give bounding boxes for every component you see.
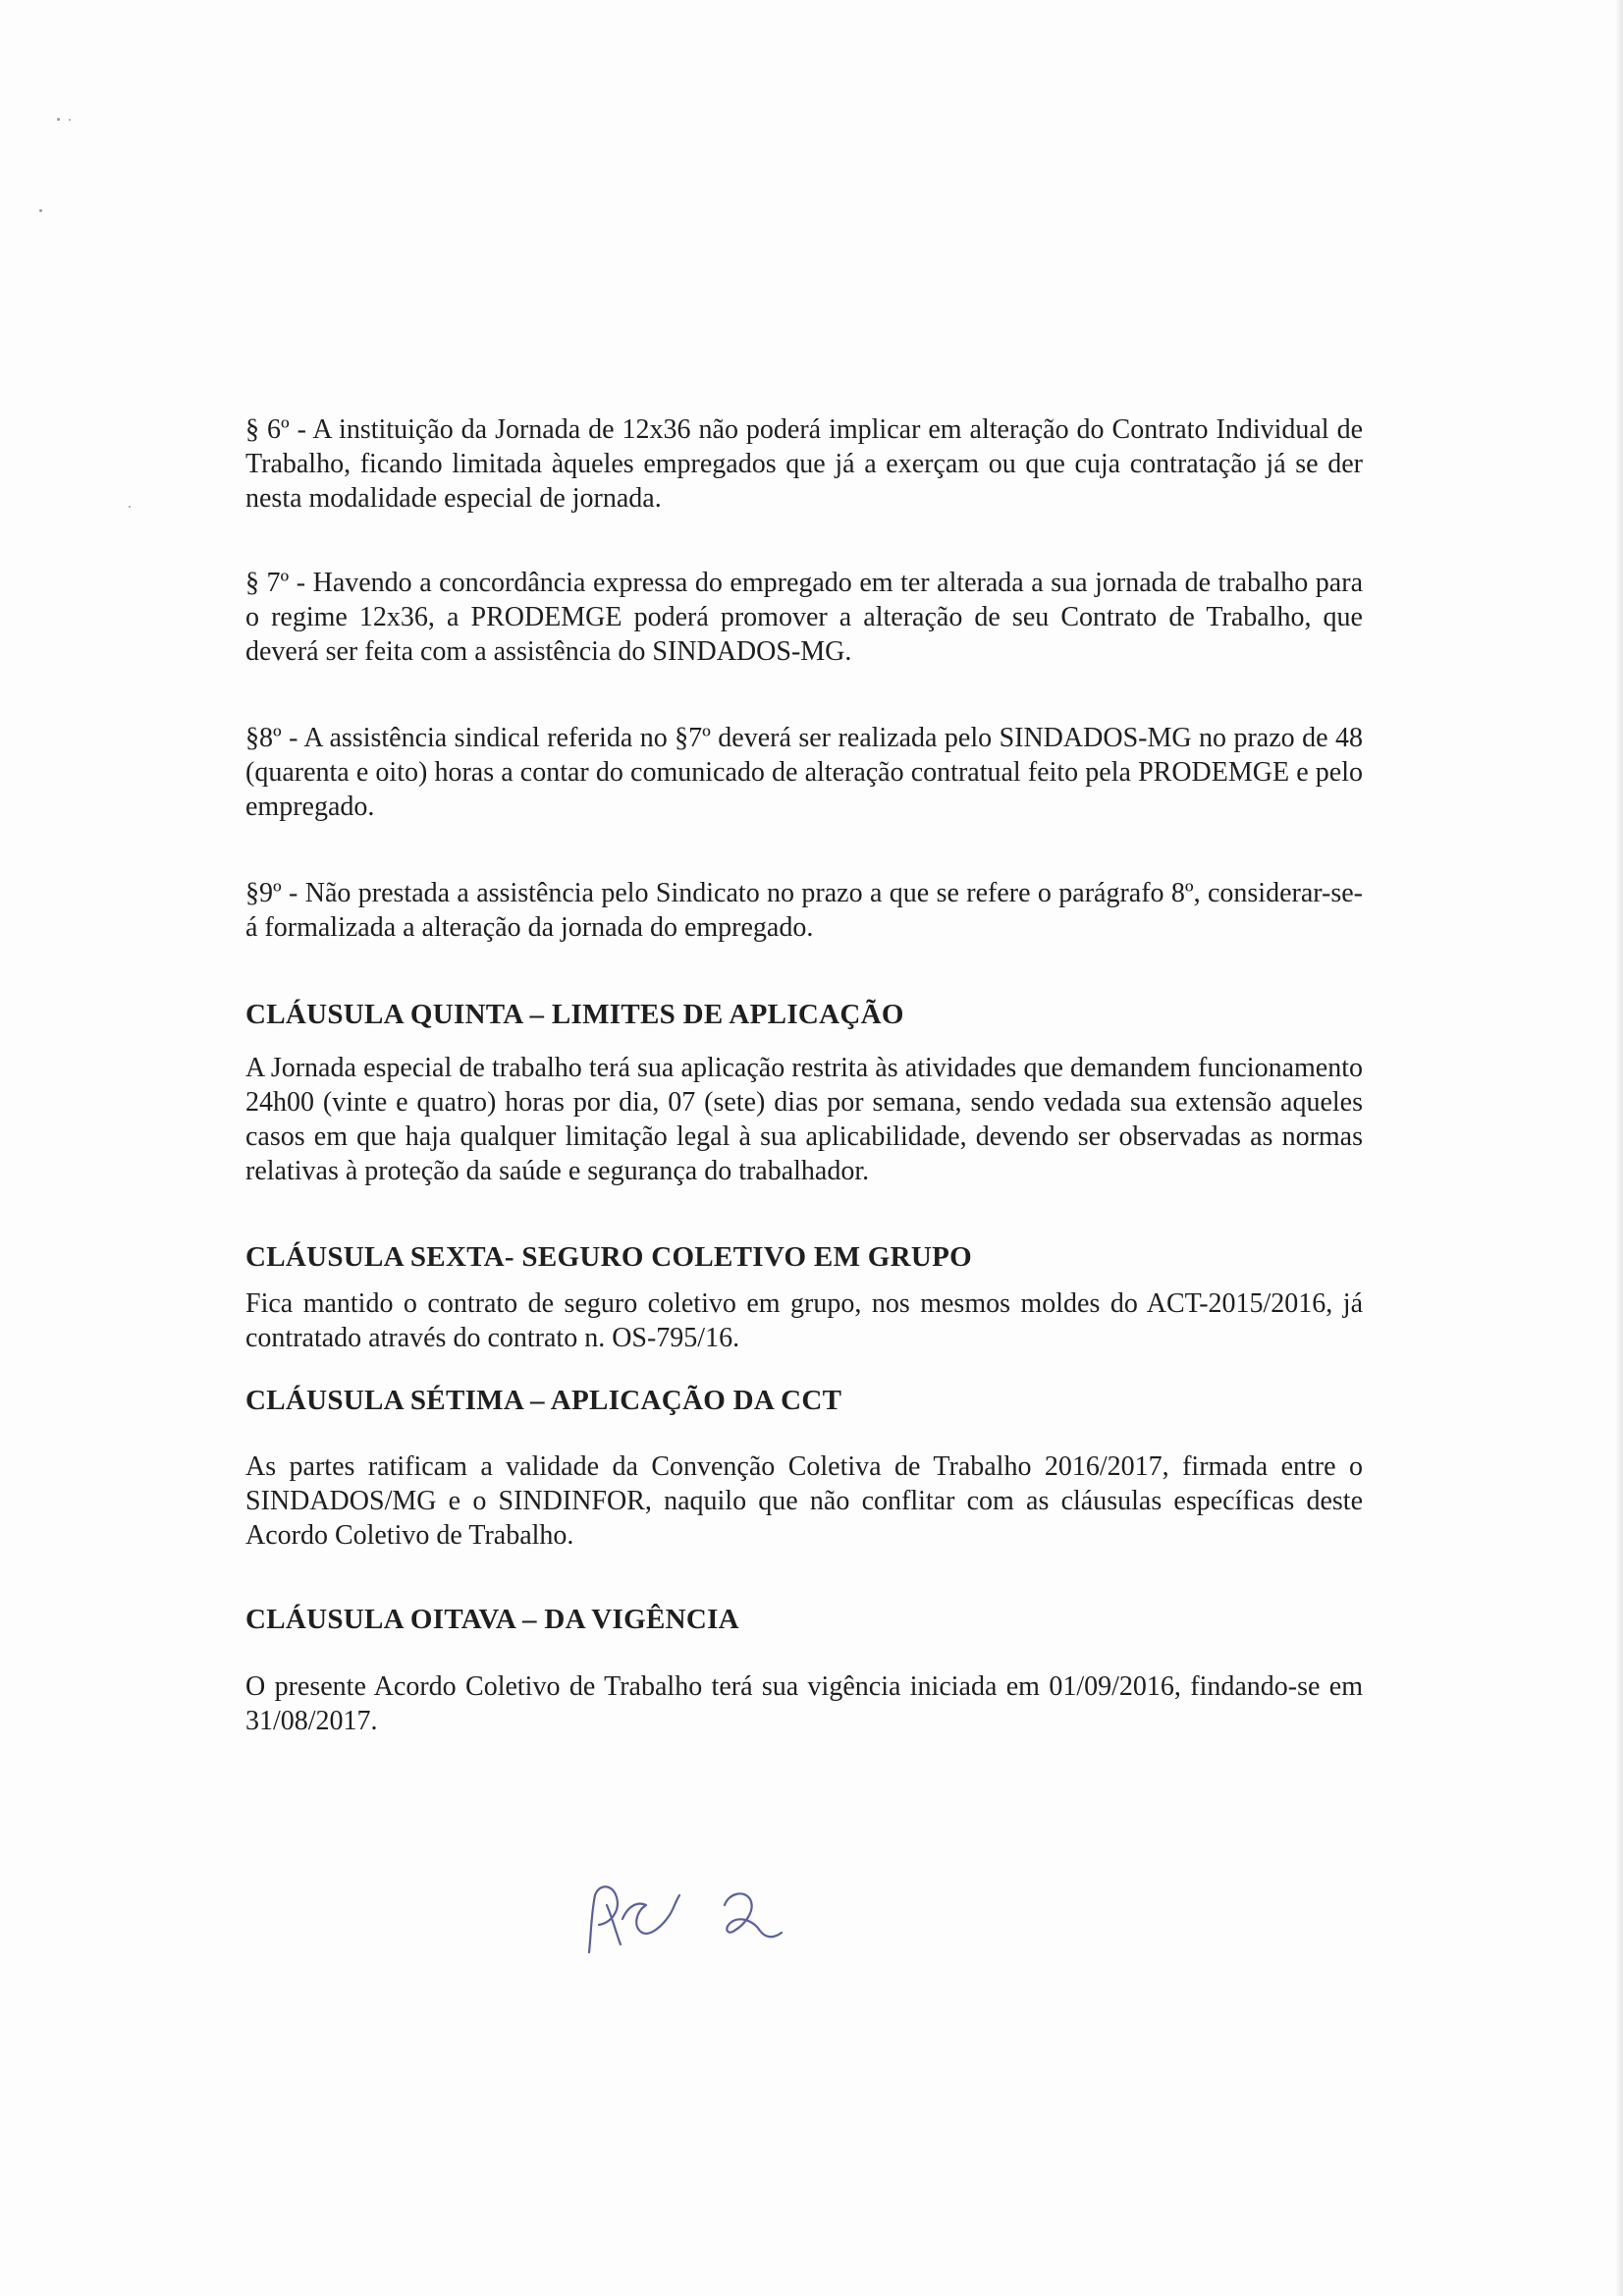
clause-oitava-text: O presente Acordo Coletivo de Trabalho terá sua vigência iniciada em 01/09/2016, findando-se em 31/08/2017. bbox=[245, 1671, 1363, 1736]
signature-initials bbox=[577, 1876, 803, 1964]
paragraph-9: §9º - Não prestada a assistência pelo Sindicato no prazo a que se refere o parágrafo 8º, considerar-se-á formalizada a alteração da jornada do empregado. bbox=[245, 878, 1363, 943]
scan-speck bbox=[39, 209, 42, 212]
signature-initial-1 bbox=[589, 1886, 679, 1952]
clause-oitava-heading: CLÁUSULA OITAVA – DA VIGÊNCIA bbox=[245, 1604, 739, 1635]
document-body bbox=[245, 412, 1363, 1738]
scan-speck bbox=[57, 118, 60, 121]
scan-speck bbox=[69, 119, 71, 121]
scan-edge bbox=[1615, 0, 1623, 2296]
clause-setima-heading: CLÁUSULA SÉTIMA – APLICAÇÃO DA CCT bbox=[245, 1385, 842, 1416]
clause-sexta-heading: CLÁUSULA SEXTA- SEGURO COLETIVO EM GRUPO bbox=[245, 1241, 973, 1273]
clause-sexta-text: Fica mantido o contrato de seguro coletivo em grupo, nos mesmos moldes do ACT-2015/2016, já contratado através do contrato n. OS-795/16. bbox=[245, 1288, 1363, 1353]
scan-speck bbox=[129, 506, 131, 508]
paragraph-6: § 6º - A instituição da Jornada de 12x36 não poderá implicar em alteração do Contrato Individual de Trabalho, ficando limitada àqueles empregados que já a exerçam ou que cuja contratação já se der nesta modalidade especial de jornada. bbox=[245, 414, 1363, 514]
paragraph-7: § 7º - Havendo a concordância expressa do empregado em ter alterada a sua jornada de trabalho para o regime 12x36, a PRODEMGE poderá promover a alteração de seu Contrato de Trabalho, que deverá ser feita com a assistência do SINDADOS-MG. bbox=[245, 568, 1363, 667]
signature-initial-2 bbox=[725, 1893, 782, 1937]
clause-setima-text: As partes ratificam a validade da Convenção Coletiva de Trabalho 2016/2017, firmada entre o SINDADOS/MG e o SINDINFOR, naquilo que não conflitar com as cláusulas específicas deste Acordo Coletivo de Trabalho. bbox=[245, 1451, 1363, 1551]
paragraph-8: §8º - A assistência sindical referida no §7º deverá ser realizada pelo SINDADOS-MG no prazo de 48 (quarenta e oito) horas a contar do comunicado de alteração contratual feito pela PRODEMGE e pelo empregado. bbox=[245, 723, 1363, 822]
clause-quinta-text: A Jornada especial de trabalho terá sua aplicação restrita às atividades que demandem funcionamento 24h00 (vinte e quatro) horas por dia, 07 (sete) dias por semana, sendo vedada sua extensão aqueles casos em que haja qualquer limitação legal à sua aplicabilidade, devendo ser observadas as normas relativas à proteção da saúde e segurança do trabalhador. bbox=[245, 1053, 1363, 1186]
clause-quinta-heading: CLÁUSULA QUINTA – LIMITES DE APLICAÇÃO bbox=[245, 999, 904, 1030]
